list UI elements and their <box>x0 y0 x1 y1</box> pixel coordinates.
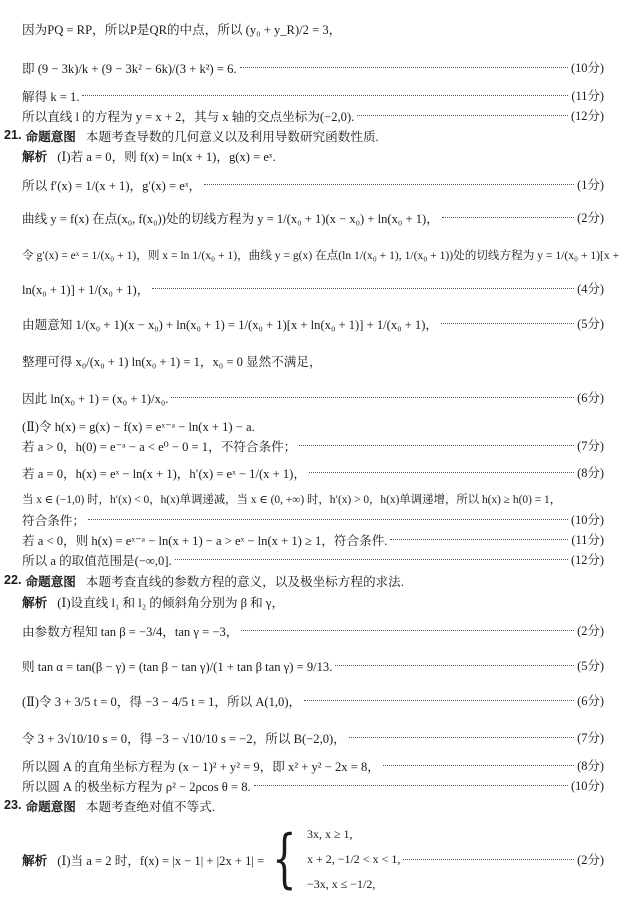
solution-line <box>22 106 604 124</box>
line-text: 由参数方程知 tan β = −3/4，tan γ = −3， <box>22 624 239 639</box>
dot-leader <box>304 700 574 701</box>
solution-line <box>22 776 604 794</box>
score-points: (7分) <box>577 439 604 453</box>
line-text: 整理可得 x₀/(x₀ + 1) ln(x₀ + 1) = 1，x₀ = 0 显然不满足， <box>22 354 322 369</box>
line-text: (Ⅰ)当 a = 2 时，f(x) = |x − 1| + |2x + 1| = <box>57 853 265 868</box>
question-heading <box>4 571 604 589</box>
line-text: 则 tan α = tan(β − γ) = (tan β − tan γ)/(1 + tan β tan γ) = 9/13. <box>22 659 333 674</box>
solution-line <box>22 686 604 714</box>
analysis-label: 解析 <box>22 595 48 610</box>
dot-leader <box>152 288 574 289</box>
line-text: 令 g′(x) = eˣ = 1/(x₀ + 1)，则 x = ln 1/(x₀ + 1)，曲线 y = g(x) 在点(ln 1/(x₀ + 1), 1/(x₀ + 1))处的切线方程为 y = 1/(x₀ + 1)[x + <box>22 249 620 262</box>
line-text: 即 (9 − 3k)/k + (9 − 3k² − 6k)/(3 + k²) = 6. <box>22 61 237 76</box>
question-number: 23. <box>4 798 22 812</box>
solution-line <box>22 240 620 270</box>
question-number: 22. <box>4 573 22 587</box>
line-text: 因为PQ = RP，所以P是QR的中点，所以 (y₀ + y_R)/2 = 3， <box>22 22 342 37</box>
solution-line <box>22 436 604 454</box>
curly-brace: { <box>272 822 297 896</box>
solution-line <box>22 203 604 231</box>
line-text: (Ⅱ)令 3 + 3/5 t = 0，得 −3 − 4/5 t = 1，所以 A(1,0)， <box>22 694 302 709</box>
line-text: ln(x₀ + 1)] + 1/(x₀ + 1)， <box>22 282 150 297</box>
solution-line <box>22 722 604 752</box>
score-points: (5分) <box>577 659 604 673</box>
solution-line <box>22 592 604 610</box>
heading-label: 命题意图 <box>25 799 76 814</box>
dot-leader <box>299 445 574 446</box>
analysis-label: 解析 <box>22 853 48 868</box>
solution-line <box>22 52 604 82</box>
line-text: 所以圆 A 的极坐标方程为 ρ² − 2ρcos θ = 8. <box>22 779 251 794</box>
score-points: (12分) <box>570 109 604 123</box>
score-points: (10分) <box>570 513 604 527</box>
solution-line <box>22 346 604 374</box>
dot-leader <box>254 785 568 786</box>
solution-line <box>22 616 604 644</box>
solution-line <box>22 86 604 104</box>
solution-line <box>22 146 604 164</box>
solution-line <box>22 822 604 896</box>
line-text: 解得 k = 1. <box>22 89 80 104</box>
line-text: 若 a = 0，h(x) = eˣ − ln(x + 1)，h′(x) = eˣ − 1/(x + 1)， <box>22 466 306 481</box>
dot-leader <box>357 115 568 116</box>
solution-line <box>22 308 604 338</box>
score-points: (2分) <box>577 853 604 867</box>
line-text: 本题考查直线的参数方程的意义，以及极坐标方程的求法. <box>85 574 404 589</box>
line-text: 因此 ln(x₀ + 1) = (x₀ + 1)/x₀. <box>22 391 169 406</box>
dot-leader <box>82 95 568 96</box>
line-text: 令 3 + 3√10/10 s = 0，得 −3 − √10/10 s = −2，所以 B(−2,0)， <box>22 731 346 746</box>
piecewise-case: 3x, x ≥ 1, <box>306 826 353 841</box>
line-text: 所以 f′(x) = 1/(x + 1)，g′(x) = eˣ， <box>22 178 202 193</box>
score-points: (10分) <box>570 61 604 75</box>
solution-line <box>22 458 604 486</box>
line-text: 所以圆 A 的直角坐标方程为 (x − 1)² + y² = 9，即 x² + y² − 2x = 8， <box>22 759 380 774</box>
line-text: 本题考查导数的几何意义以及利用导数研究函数性质. <box>85 129 379 144</box>
solution-line <box>22 550 604 568</box>
solution-line <box>22 510 604 528</box>
dot-leader <box>390 539 568 540</box>
dot-leader <box>383 765 574 766</box>
dot-leader <box>175 559 568 560</box>
line-text: 若 a < 0，则 h(x) = eˣ⁻ᵃ − ln(x + 1) − a > eˣ − ln(x + 1) ≥ 1，符合条件. <box>22 533 388 548</box>
line-text: (Ⅰ)设直线 l₁ 和 l₂ 的倾斜角分别为 β 和 γ， <box>57 595 285 610</box>
line-text: (Ⅰ)若 a = 0，则 f(x) = ln(x + 1)，g(x) = eˣ. <box>57 149 276 164</box>
dot-leader <box>335 665 574 666</box>
solution-line <box>22 756 604 774</box>
score-points: (7分) <box>577 731 604 745</box>
dot-leader <box>442 217 574 218</box>
line-text: 所以直线 l 的方程为 y = x + 2，其与 x 轴的交点坐标为(−2,0). <box>22 109 355 124</box>
line-text: 当 x ∈ (−1,0) 时，h′(x) < 0，h(x)单调递减，当 x ∈ (0, +∞) 时，h′(x) > 0，h(x)单调递增，所以 h(x) ≥ h(0) = 1， <box>22 494 562 506</box>
piecewise-case: −3x, x ≤ −1/2, <box>306 876 376 891</box>
question-heading <box>4 796 604 814</box>
question-heading <box>4 126 604 144</box>
line-text: (Ⅱ)令 h(x) = g(x) − f(x) = eˣ⁻ᵃ − ln(x + 1) − a. <box>22 419 255 434</box>
score-points: (4分) <box>577 282 604 296</box>
solution-line <box>22 650 604 680</box>
solution-line <box>22 530 604 548</box>
piecewise-cases <box>307 822 400 897</box>
score-points: (11分) <box>571 89 604 103</box>
solution-line <box>22 382 604 412</box>
dot-leader <box>240 67 568 68</box>
dot-leader <box>88 519 568 520</box>
score-points: (2分) <box>577 624 604 638</box>
line-text: 若 a > 0，h(0) = e⁻ᵃ − a < e⁰ − 0 = 1，不符合条件； <box>22 439 297 454</box>
solution-line <box>22 274 604 302</box>
score-points: (8分) <box>577 759 604 773</box>
solution-line <box>22 170 604 198</box>
solution-line <box>22 416 604 434</box>
question-number: 21. <box>4 128 22 142</box>
score-points: (12分) <box>570 553 604 567</box>
score-points: (8分) <box>577 466 604 480</box>
piecewise-case: x + 2, −1/2 < x < 1, <box>306 851 401 866</box>
dot-leader <box>309 472 574 473</box>
score-points: (10分) <box>570 779 604 793</box>
line-text: 本题考查绝对值不等式. <box>85 799 215 814</box>
dot-leader <box>441 323 574 324</box>
dot-leader <box>403 859 574 860</box>
dot-leader <box>204 184 574 185</box>
line-text: 所以 a 的取值范围是(−∞,0]. <box>22 553 172 568</box>
dot-leader <box>241 630 574 631</box>
solution-line <box>22 490 604 508</box>
score-points: (6分) <box>577 391 604 405</box>
score-points: (11分) <box>571 533 604 547</box>
dot-leader <box>349 737 574 738</box>
solution-line <box>22 14 604 42</box>
line-text: 符合条件； <box>22 513 85 528</box>
score-points: (5分) <box>577 317 604 331</box>
heading-label: 命题意图 <box>25 129 76 144</box>
score-points: (1分) <box>577 178 604 192</box>
score-points: (6分) <box>577 694 604 708</box>
line-text: 曲线 y = f(x) 在点(x₀, f(x₀))处的切线方程为 y = 1/(x₀ + 1)(x − x₀) + ln(x₀ + 1)， <box>22 211 439 226</box>
line-text: 由题意知 1/(x₀ + 1)(x − x₀) + ln(x₀ + 1) = 1/(x₀ + 1)[x + ln(x₀ + 1)] + 1/(x₀ + 1)， <box>22 317 439 332</box>
dot-leader <box>171 397 574 398</box>
heading-label: 命题意图 <box>25 574 76 589</box>
analysis-label: 解析 <box>22 149 48 164</box>
score-points: (2分) <box>577 211 604 225</box>
